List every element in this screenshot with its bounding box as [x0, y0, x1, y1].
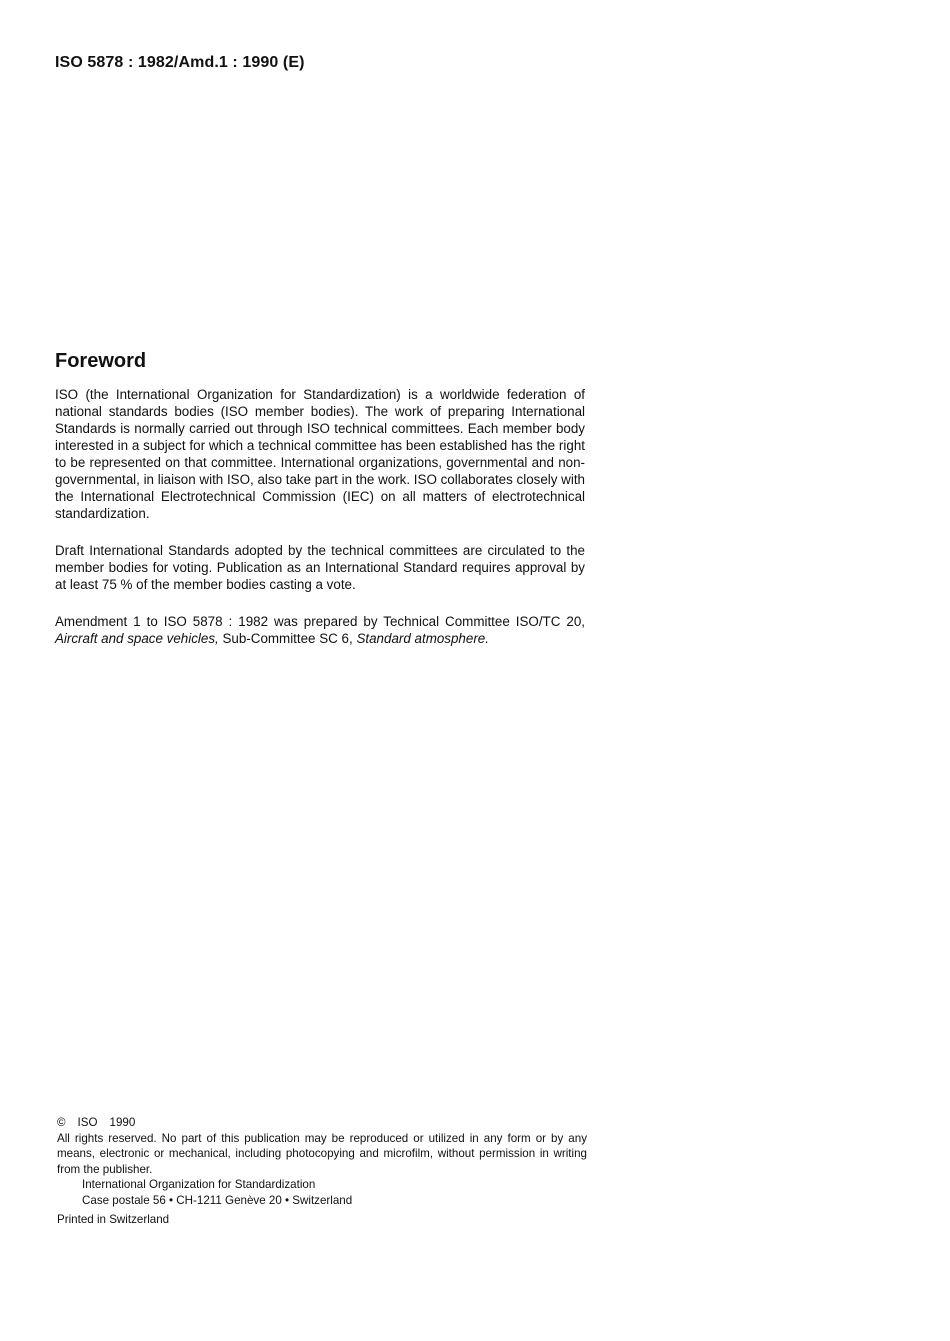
sub-committee-name: Standard atmosphere. [356, 631, 489, 646]
foreword-paragraph-2: Draft International Standards adopted by the technical committees are circulated to the member bodies for voting. Publication as an International Standard requires approval by at least 75 % of the member bodies casting a vote. [55, 543, 585, 592]
committee-name: Aircraft and space vehicles, [55, 631, 219, 646]
copyright-line [57, 1115, 587, 1131]
publisher-address: Case postale 56 • CH-1211 Genève 20 • Switzerland [82, 1193, 353, 1207]
foreword-title: Foreword [55, 350, 147, 372]
copyright-org: ISO [77, 1116, 98, 1129]
sub-committee: Sub-Committee SC 6, [222, 631, 353, 646]
amendment-intro: Amendment 1 to ISO 5878 : 1982 was prepared by Technical Committee ISO/TC 20, [55, 614, 585, 629]
foreword-paragraph-1: ISO (the International Organization for Standardization) is a worldwide federation of national standards bodies (ISO member bodies). The work of preparing International Standards is normally carried out through ISO technical committees. Each member body interested in a subject for which a technical committee has been established has the right to be represented on that committee. International organizations, governmental and non-governmental, in liaison with ISO, also take part in the work. ISO collaborates closely with the International Electrotechnical Commission (IEC) on all matters of electrotechnical standardization. [55, 387, 585, 521]
copyright-block [57, 1115, 587, 1228]
publisher-name: International Organization for Standardization [82, 1178, 316, 1191]
printed-in: Printed in Switzerland [57, 1213, 170, 1226]
foreword-paragraph-3 [55, 613, 585, 647]
rights-notice: All rights reserved. No part of this publication may be reproduced or utilized in any form or by any means, electronic or mechanical, including photocopying and microfilm, without permission in writing from the publisher. [57, 1131, 587, 1176]
document-id-header: ISO 5878 : 1982/Amd.1 : 1990 (E) [55, 54, 305, 71]
copyright-year: 1990 [109, 1116, 136, 1129]
foreword-section [55, 350, 585, 667]
copyright-symbol: © [57, 1116, 66, 1129]
